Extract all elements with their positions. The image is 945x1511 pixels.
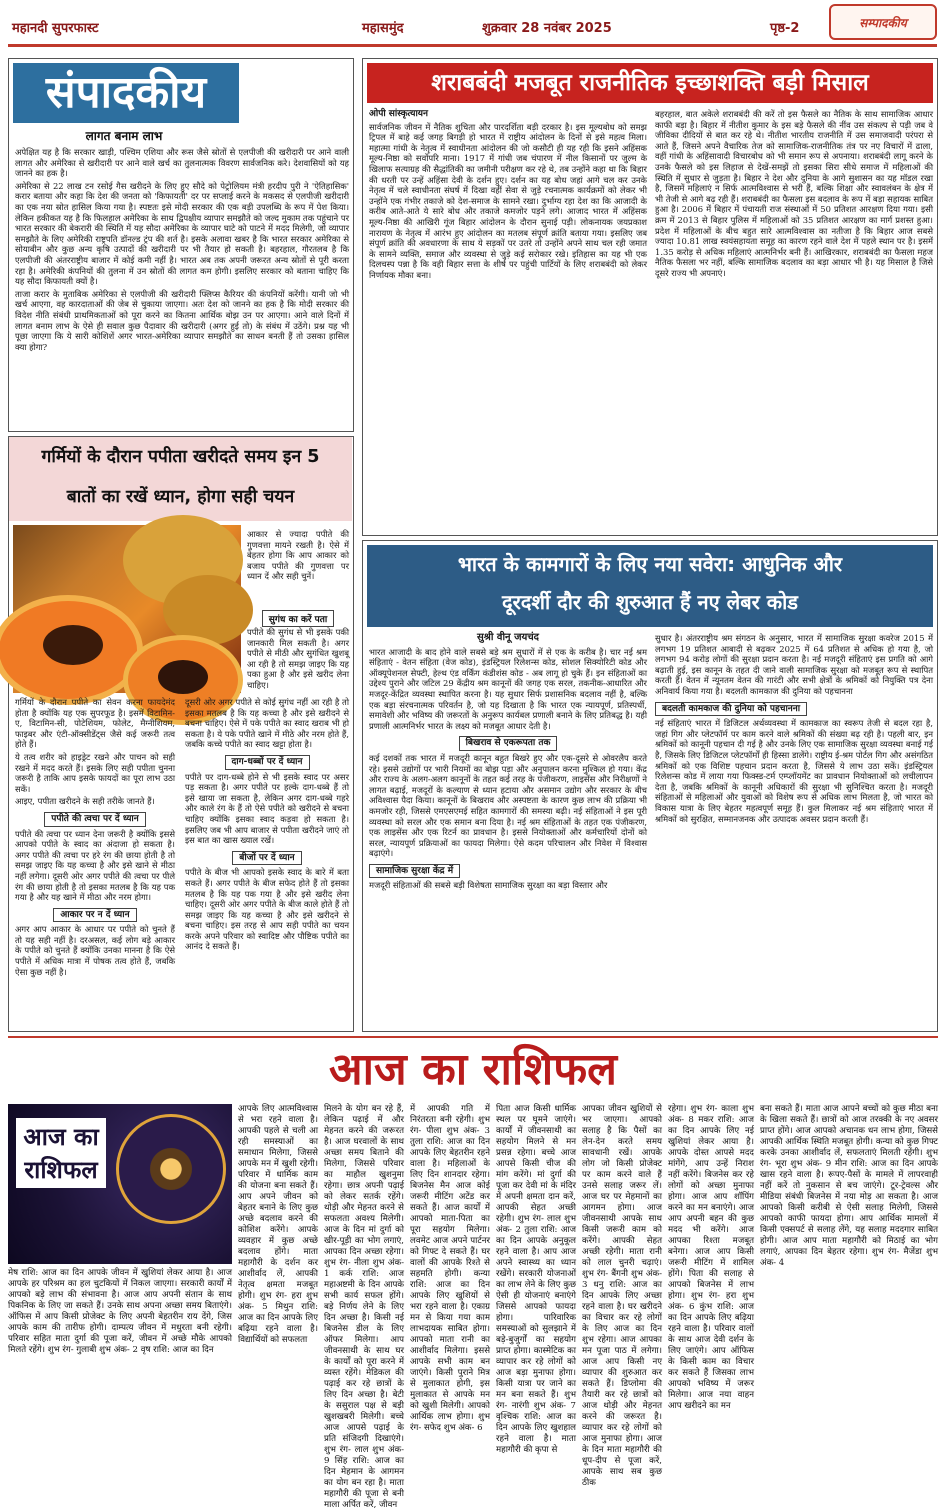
horoscope-column: आपके लिए आत्मविश्वास से भरा रहने वाला है। आपकी पहले से चली आ रही समस्याओं का समाधान मिलेगा, जिससे आपके मन में खुशी रहेगी। परिवार में धार्मिक काम की योजना बना सकते हैं। आप अपने जीवन को बेहतर बनाने के लिए कुछ अच्छे बदलाव करने की कोशिश करेंगे। आपके व्यवहार में कुछ अच्छे बदलाव होंगे। माता महागौरी के दर्शन कर आशीर्वाद लें, आपकी नेतृत्व क्षमता मजबूत होगी। शुभ रंग- हरा शुभ अंक- 5 मिथुन राशि: आज का दिन आपके लिए बढ़िया रहने वाला है। विद्यार्थियों को सफलता	[238, 1104, 318, 1345]
papaya-sub4-text: पपीते पर दाग-धब्बे होने से भी इसके स्वाद पर असर पड़ सकता है। अगर पपीते पर हल्के दाग-धब्बे हैं तो इसे खाया जा सकता है, लेकिन अगर दाग-धब्बे गहरे और काले रंग के हैं तो ऐसे पपीते को खरीदने से बचना चाहिए क्योंकि इसका स्वाद कड़वा हो सकता है। इसलिए जब भी आप बाजार से पपीता खरीदने जाएं तो इस बात का खास ख्याल रखें।	[185, 771, 349, 846]
logo-text: सम्पादकीय	[859, 15, 907, 30]
labour-subheading: सामाजिक सुरक्षा केंद्र में	[369, 864, 460, 879]
horoscope-column: पिता आज किसी धार्मिक स्थल पर घूमने जाएंगे। कार्यों में जीवनसाथी का सहयोग मिलने से मन प्रसन्न रहेगा। बच्चे आज आपसे किसी चीज की मांग करेंगे। मां दुर्गा की पूजा कर देवी मां के मंदिर में अपनी क्षमता दान करें, आपकी सेहत अच्छी रहेगी। शुभ रंग- लाल शुभ अंक- 2 तुला राशि: आज का दिन आपके अनुकूल रहने वाला है। आप आज अपने स्वास्थ्य का ध्यान रखेंगे। सरकारी योजनाओं का लाभ लेने के लिए कुछ ऐसी ही योजनाएं बनाएंगे जिससे आपको फायदा होगा। पारिवारिक समस्याओं को सुलझाने में बड़े-बुजुर्गों का सहयोग प्राप्त होगा। कास्मेटिक का व्यापार कर रहे लोगों को आज बड़ा मुनाफा होगा। किसी यात्रा पर जाने का मन बना सकते हैं। शुभ रंग- नारंगी शुभ अंक- 7 वृश्चिक राशि: आज का दिन आपके लिए खुशहाल रहने वाला है। माता महागौरी की कृपा से	[496, 1104, 576, 1455]
prohibition-col1-text: सार्वजनिक जीवन में नैतिक शुचिता और पारदर्शिता बड़ी दरकार है। इस मूल्यबोध को समझ ट्रिपल में बाहे कई जगह बिगड़ी हो भारत में राष्ट्रीय आंदोलन के दिनों से इसे महत्व मिला। महात्मा गांधी के नेतृत्व में स्वाधीनता आंदोलन की जो कसौटी ही यह रही कि इसने अहिंसक मूल्य-निष्ठा को सर्वोपरि माना। 1917 में गांधी जब चंपारण में नील किसानों पर जुल्म के खिलाफ सत्याग्रह की सैद्धांतिकी का जमीनी परीक्षण कर रहे थे, तब उन्होंने कहा था कि बिहार की धरती पर उन्हें अहिंसा देवी के दर्शन हुए। दर्शन का यह बोध जहां आगे चल कर उनके नेतृत्व में चले स्वाधीनता संघर्ष में दिखा वहीं सेवा से जुड़े रचनात्मक कार्यक्रमों को लेकर भी उन्होंने एक गंभीर तकाजे को देश-समाज के सामने रखा। दुर्भाग्य रहा देश का कि आजादी के करीब आते-आते ये सारे बोध और तकाजे कमजोर पड़ने लगे। आजाद भारत में अहिंसक मूल्य-निष्ठा की आखिरी गूंज बिहार आंदोलन के दौरान सुनाई पड़ी। लोकनायक जयप्रकाश नारायण के नेतृत्व में आरंभ हुए आंदोलन का मतलब संपूर्ण क्रांति बताया गया। इसलिए जब संपूर्ण क्रांति की अवधारणा के साथ ये सड़कों पर उतरे तो उन्होंने अपने साथ चल रही जमात के सामने व्यक्ति, समाज और व्यवस्था से जुड़े कई सरोकार रखे। इतिहास का यह भी एक दिलचस्प पन्ना है कि वही बिहार सत्ता के शीर्ष पर पहुंची पार्टियों के लिए शराबबंदी को लेकर निर्णायक मौका बना।	[369, 121, 647, 280]
editorial-box	[8, 58, 354, 432]
zodiac-wheel-icon	[116, 1114, 226, 1224]
editorial-logo	[829, 4, 937, 40]
labour-heading-line1: भारत के कामगारों के लिए नया सवेरा: आधुनिक और	[457, 552, 843, 576]
prohibition-author: ओपी सांस्कृत्यायन	[369, 109, 428, 119]
horoscope-column: मिलने के योग बन रहे हैं, लेकिन पढ़ाई में और मेहनत करने की जरूरत है। आज घरवालों के साथ अच्छा समय बिताने की मिलेगा, जिससे परिवार का माहौल खुशनुमा रहेगा। छात्र अपनी पढ़ाई को लेकर सतर्क रहेंगे। थोड़ी और मेहनत करने से सफलता अवश्य मिलेगी। आज के दिन मां दुर्गा को खीर-पूड़ी का भोग लगाएं, आपका दिन अच्छा रहेगा। शुभ रंग- नीला शुभ अंक- 1 कर्क राशि: आज महाअष्टमी के दिन आपके सभी कार्य सफल होंगे। बड़े निर्णय लेने के लिए दिन अच्छा है। किसी नई बिजनेस डील के लिए ऑफर मिलेगा। आप जीवनसाथी के साथ घर के कार्यों को पूरा करने में व्यस्त रहेंगे। मेडिकल की पढ़ाई कर रहे छात्रों के लिए दिन अच्छा है। बेटी के ससुराल पक्ष से बड़ी खुशखबरी मिलेगी। बच्चे आज आपसे पढ़ाई के प्रति संजिदगी दिखाएंगे। शुभ रंग- लाल शुभ अंक- 9 सिंह राशि: आज का दिन मेहमान के आगमन का योग बन रहा है। माता महागौरी की पूजा से बनी माला अर्पित करें, जीवन	[324, 1104, 404, 1510]
editorial-body	[15, 147, 349, 354]
labour-col1c-text: मजदूरी संहिताओं की सबसे बड़ी विशेषता सामाजिक सुरक्षा का बड़ा विस्तार और	[369, 880, 608, 891]
editorial-paragraph: ताजा करार के मुताबिक अमेरिका से एलपीजी की खरीदारी फ्लिप्स कैरियर की कंपनियों करेंगी। यानी जो भी खर्च आएगा, वह कारदाताओं की जेब से चुकाया जाएगा। अतः देश को जानने का हक है कि मोदी सरकार की विदेश नीति संबंधी प्राथमिकताओं को पूरा करने का कितना आर्थिक बोझ उन पर आएगा। आने वाले दिनों में लागत बनाम लाभ के ऐसे ही सवाल कुछ पैदावार की खरीदारी (अगर हुई तो) के संबंध में उठेंगे। प्रश्न यह भी पूछा जाएगा कि ये सारी कोशिशें अगर भारत-अमेरिका व्यापार समझौते का साधन बनती हैं तो उसका हासिल क्या होगा?	[15, 288, 349, 352]
papaya-photo	[13, 525, 241, 693]
papaya-sub1-wrap	[247, 607, 349, 629]
labour-col1b-text: कई दशकों तक भारत में मजदूरी कानून बहुत बिखरे हुए और एक-दूसरे से ओवरलैप करते रहे। इससे उद्योगों पर भारी नियमों का बोझ पड़ा और अनुपालन करना मुश्किल हो गया। केंद्र और राज्य के अलग-अलग कानूनों के तहत कई तरह के पंजीकरण, लाइसेंस और निरीक्षणों ने लागत बढ़ाई, मजदूरों के कल्याण से ध्यान हटाया और असमान उद्योग और सरकार के बीच अविश्वास पैदा किया। कानूनों के बिखराव और अस्पष्टता के कारण कुछ लाभ की प्रक्रिया भी कमजोर रही, जिससे एमएसएमई सहित कामगारों की समस्या बढ़ी। नई संहिताओं ने इस पूरी व्यवस्था को सरल और एक समान बना दिया है। नई श्रम संहिताओं के तहत एक पंजीकरण, एक लाइसेंस और एक रिटर्न का प्रावधान है। इससे नियोक्ताओं और कर्मचारियों दोनों को सरल, न्यायपूर्ण प्रक्रियाओं का फायदा मिलेगा। ऐसे कदम परिचालन और निवेश में विश्वास बढ़ाएंगे।	[369, 752, 647, 859]
editorial-subheading: लागत बनाम लाभ	[85, 129, 163, 143]
papaya-sub1-text: पपीते की सुगंध से भी इसके पकी जानकारी मिल सकती है। अगर पपीते से मीठी और सुगंधित खुशबू आ रही है तो समझ जाइए कि यह पका हुआ है और इसे खरीद लेना चाहिए।	[247, 627, 349, 690]
paper-name: महानदी सुपरफास्ट	[12, 21, 99, 36]
masthead	[0, 0, 945, 52]
papaya-subheading: आकार पर न दें ध्यान	[53, 908, 136, 923]
papaya-subheading: सुगंध का करें पता	[262, 610, 335, 627]
papaya-heading-line2: बातों का रखें ध्यान, होगा सही चयन	[66, 487, 295, 507]
papaya-intro2: ये तत्व शरीर को हाइड्रेट रखने और पाचन को सही रखने में मदद करते हैं। इसके लिए सही पपीता चुनना जरूरी है ताकि आप इसके फायदों का पूरा लाभ उठा सकें।	[15, 751, 175, 794]
papaya-intro3: आइए, पपीता खरीदने के सही तरीके जानते हैं।	[15, 796, 155, 807]
labour-code-article	[362, 540, 938, 1032]
papaya-left-col	[15, 697, 175, 979]
labour-subheading: बदलती कामकाज की दुनिया को पहचानना	[655, 702, 807, 717]
labour-col-right	[655, 633, 933, 826]
editorial-paragraph: अपेक्षित यह है कि सरकार खाड़ी, पश्चिम एशिया और रूस जैसे स्रोतों से एलपीजी की खरीदारी पर आने वाली लागत और अमेरिका से खरीदारी पर आने वाले खर्च का तुलनात्मक विवरण सार्वजनिक करे। देशवासियों को यह जानने का हक है।	[15, 147, 349, 179]
prohibition-article	[362, 58, 938, 536]
papaya-heading-line1: गर्मियों के दौरान पपीता खरीदते समय इन 5	[41, 447, 320, 467]
prohibition-col-left	[369, 109, 647, 283]
prohibition-col2-text: बहरहाल, बात अकेले शराबबंदी की करें तो इस फैसले का नैतिक के साथ सामाजिक आधार काफी बड़ा है। बिहार में नीतीश कुमार के इस बड़े फैसले की नींव उस संकल्प से पड़ी जब वे जीविका दीदियों से बात कर रहे थे। नीतीश भारतीय राजनीति में उस समाजवादी परंपरा से आते हैं, जिसने अपने वैचारिक तेज को सामाजिक-राजनीतिक तंत्र पर नए विचारों में ढाला, वहीं गांधी के अहिंसावादी विचारबोध को भी समान रूप से अपनाया। शराबबंदी लागू करने के उनके फैसले को इस लिहाज से देखें-समझें तो इसका सिरा सीधे समाज में महिलाओं की स्थिति में सुधार से जुड़ता है। बिहार ने देश और दुनिया के आगे सुशासन का यह मॉडल रखा है, जिसमें महिलाएं न सिर्फ आत्मविश्वास से भरी हैं, बल्कि शिक्षा और स्वावलंबन के क्षेत्र में भी तेजी से आगे बढ़ रही हैं। शराबबंदी का फैसला इस बदलाव के रूप में बड़ा सहायक साबित हुआ है। 2006 में बिहार में पंचायती राज संस्थाओं में 50 प्रतिशत आरक्षण दिया गया। इसी क्रम में 2013 से बिहार पुलिस में महिलाओं को 35 प्रतिशत आरक्षण का मार्ग प्रशस्त हुआ। प्रदेश में महिलाओं के बीच बहुत सारे आत्मविश्वास का नतीजा है कि बिहार आज सबसे ज्यादा 10.81 लाख स्वयंसहायता समूह का कारण रहने वाले देश में पहले स्थान पर है। इसमें 1.35 करोड़ से अधिक महिलाएं आत्मनिर्भर बनी हैं। आखिरकार, शराबबंदी का फैसला महज नैतिक फैसला भर नहीं, बल्कि सामाजिक बदलाव का बड़ा आधार भी है। यह मिसाल है जिसे दूसरे राज्य भी अपनाएं।	[655, 109, 933, 278]
papaya-mid-text: दूसरी ओर अगर पपीते से कोई सुगंध नहीं आ रही है तो इसका मतलब है कि यह कच्चा है और इसे खरीदने से बचना चाहिए। ऐसे में पके पपीते का स्वाद खराब भी हो सकता है। ये पके पपीते खाने में मीठे और नरम होते हैं, जबकि कच्चे पपीते का स्वाद खट्टा होता है।	[185, 697, 349, 750]
city-name: महासमुंद	[362, 21, 404, 36]
section-rule	[8, 1036, 938, 1038]
editorial-heading: संपादकीय	[13, 63, 239, 123]
labour-col2b-text: नई संहिताएं भारत में डिजिटल अर्थव्यवस्था में कामकाज का स्वरूप तेजी से बदल रहा है, जहां गिग और प्लेटफॉर्म पर काम करने वाले श्रमिकों की संख्या बढ़ रही है। पहली बार, इन श्रमिकों को कानूनी पहचान दी गई है और उनके लिए एक सामाजिक सुरक्षा व्यवस्था बनाई गई है, जिसके लिए डिजिटल प्लेटफॉर्मों ही हिस्सा डालेंगे। राष्ट्रीय ई-श्रम पोर्टल गिग और असंगठित श्रमिकों को एक विशिष्ट पहचान प्रदान करता है, जिससे ये लाभ उठा सकें। इंडस्ट्रियल रिलेशन्स कोड में लाया गया फिक्स्ड-टर्म एम्प्लॉयमेंट का प्रावधान नियोक्ताओं को लचीलापन देता है, जबकि श्रमिकों के कानूनी अधिकारों की सुरक्षा भी सुनिश्चित करता है। मजदूरी संहिताओं से महिलाओं और युवाओं को विशेष रूप से अधिक लाभ मिलता है, जो भारत को विकास यात्रा के लिए बेहतर महत्वपूर्ण समूह हैं। कुल मिलाकर नई श्रम संहिताएं भारत में श्रमिकों को सुरक्षित, सम्मानजनक और उत्पादक अवसर प्रदान करती हैं।	[655, 718, 933, 824]
papaya-right-col	[185, 697, 349, 954]
prohibition-heading: शराबबंदी मजबूत राजनीतिक इच्छाशक्ति बड़ी मिसाल	[367, 63, 933, 103]
papaya-subheading: दाग-धब्बों पर दें ध्यान	[225, 755, 310, 770]
page-number: पृष्ठ-2	[770, 21, 800, 36]
papaya-subheading: पपीते की त्वचा पर दें ध्यान	[44, 812, 146, 827]
rashifal-heading: आज का राशिफल	[329, 1044, 617, 1095]
papaya-intro: गर्मियों के दौरान पपीते का सेवन करना फायदेमंद होता है क्योंकि यह एक सुपरफूड है। इसमें विटामिन-ए, विटामिन-सी, पोटेशियम, फोलेट, मैग्नीशियम, फाइबर और एंटी-ऑक्सीडेंट्स जैसे कई जरूरी तत्व होते हैं।	[15, 697, 175, 750]
editorial-paragraph: अमेरिका से 22 लाख टन रसोई गैस खरीदने के लिए हुए सौदे को पेट्रोलियम मंत्री हरदीप पुरी ने 'ऐतिहासिक' करार बताया और कहा कि देश की जनता को 'किफायती' दर पर सप्लाई करने के मकसद से एलपीजी खरीदारी का एक नया स्रोत हासिल किया गया है। स्पष्टतः इसे मोदी सरकार की एक बड़ी उपलब्धि के रूप में पेश किया। लेकिन हकीकत यह है कि फिलहाल अमेरिका के साथ द्विपक्षीय व्यापार समझौते को जल्द मुकाम तक पहुंचाने पर भारत सरकार की बेकरारी की स्थिति में यह सौदा अमेरिका के व्यापार घाटे को पाटने में मदद मिलेगी, जो व्यापार समझौते के लिए अमेरिकी राष्ट्रपति डॉनल्ड ट्रंप की शर्त है। इसके अलावा खबर है कि भारत सरकार अमेरिका से सोयाबीन और कुछ अन्य कृषि उत्पादों की खरीदारी पर भी तैयार हो सकती है। बहरहाल, गौरतलब है कि एलपीजी की अंतरराष्ट्रीय बाजार में कोई कमी नहीं है। भारत अब तक अपनी जरूरत अन्य स्रोतों से पूरी करता रहा है। अमेरिकी कंपनियों की तुलना में उन स्रोतों की लागत कम होगी। इसलिए सरकार को बताना चाहिए कि यह सौदा किफायती क्यों है।	[15, 180, 349, 287]
labour-code-heading	[367, 545, 933, 627]
labour-heading-line2: दूरदर्शी दौर की शुरुआत हैं नए लेबर कोड	[501, 590, 799, 614]
labour-col2-text: सुधार है। अंतरराष्ट्रीय श्रम संगठन के अनुसार, भारत में सामाजिक सुरक्षा कवरेज 2015 में लगभग 19 प्रतिशत आबादी से बढ़कर 2025 में 64 प्रतिशत से अधिक हो गया है, जो लगभग 94 करोड़ लोगों की सुरक्षा प्रदान करता है। नई मजदूरी संहिताएं इस प्रगति को आगे बढ़ाती हुई, इस कानून के तहत दी जाने वाली सामाजिक सुरक्षा को मजबूत रूप से स्थापित करती हैं। वेतन में न्यूनतम वेतन की गारंटी और सभी क्षेत्रों के श्रमिकों को नियुक्ति पत्र देना अनिवार्य किया गया है। बदलती कामकाज की दुनिया को पहचानना	[655, 633, 933, 696]
papaya-side-intro: आकार से ज्यादा पपीते की गुणवत्ता मायने रखती है। ऐसे में बेहतर होगा कि आप आकार को बजाय पपीते की गुणवत्ता पर ध्यान दें और सही चुनें।	[247, 529, 349, 582]
horoscope-column: में आपकी गति में निरंतरता बनी रहेगी। शुभ रंग- पीला शुभ अंक- 3 तुला राशि: आज का दिन आपके लिए बेहतरीन रहने वाला है। महिलाओं के लिए दिन शानदार रहेगा। बिजनेस मैन आज कोई जरूरी मीटिंग अटेंड कर सकते हैं। आज कार्यों में आपको माता-पिता का पूरा सहयोग मिलेगा। लवमेट आज अपने पार्टनर को गिफ्ट दे सकते हैं। घर वालों की आपके रिश्ते से सहमति होगी। कन्या राशि: आज का दिन आपके लिए खुशियों से भरा रहने वाला है। एकाग्र मन से किया गया काम लाभदायक साबित होगा। आपको माता रानी का आशीर्वाद मिलेगा। इससे आपके सभी काम बन जाएंगे। किसी पुराने मित्र से मुलाकात होगी, इस मुलाकात से आपके मन को खुशी मिलेगी। आपको आर्थिक लाभ होगा। शुभ रंग- सफेद शुभ अंक- 6	[410, 1104, 490, 1433]
horoscope-column: रहेगा। शुभ रंग- काला शुभ अंक- 8 मकर राशि: आज का दिन आपके लिए नई खुशियां लेकर आया है। आपके दोस्त आपसे मदद मांगेंगे, आप उन्हें निराश नहीं करेंगे। बिजनेस कर रहे लोगों को अच्छा मुनाफा होगा। आज आप शॉपिंग करने का मन बनाएंगे। आज आप अपनी बहन की कुछ मदद भी करेंगे। आज आपका रिश्ता मजबूत बनेगा। आज आप किसी जरूरी मीटिंग में शामिल होंगे। पिता की सलाह से आपको बिजनेस में लाभ होगा। शुभ रंग- हरा शुभ अंक- 6 कुंभ राशि: आज का दिन आपके लिए बढ़िया रहने वाला है। परिवार वालों के साथ आज देवी दर्शन के लिए जाएंगे। आप ऑफिस के किसी काम का विचार कर सकते हैं जिसका लाभ आपको भविष्य में जरूर मिलेगा। आज नया वाहन आप खरीदने का मन	[668, 1104, 754, 1411]
papaya-sub5-text: पपीते के बीज भी आपको इसके स्वाद के बारे में बता सकते हैं। अगर पपीते के बीज सफेद होते हैं तो इसका मतलब है कि यह पक गया है और इसे खरीद लेना चाहिए। दूसरी ओर अगर पपीते के बीज काले होते हैं तो समझ जाइए कि यह कच्चा है और इसे खरीदने से बचना चाहिए। इस तरह से आप सही पपीते का चयन करके अपने परिवार को स्वादिष्ट और पौष्टिक पपीते का आनंद दे सकते हैं।	[185, 867, 349, 952]
labour-col-left	[369, 633, 647, 893]
labour-subheading: बिखराव से एकरूपता तक	[459, 736, 558, 751]
horoscope-column: आपका जीवन खुशियों से भर जाएगा। आपको सलाह है कि पैसों का लेन-देन करते समय सावधानी रखें। आपके लोग जो किसी प्रोजेक्ट पर काम करने वाले हैं उनसे सलाह जरूर लें। आज घर पर मेहमानों का आगमन होगा। आज जीवनसाथी आपके साथ किसी जरूरी काम को करेंगे। आपकी सेहत अच्छी रहेगी। माता रानी को लाल चुनरी चढ़ाएं। शुभ रंग- बैंगनी शुभ अंक- 3 धनु राशि: आज का दिन आपके लिए अच्छा रहने वाला है। घर खरीदने का विचार कर रहे लोगों के लिए आज का दिन शुभ रहेगा। आज आपका मन पूजा पाठ में लगेगा। आज आप किसी नए व्यापार की शुरुआत कर सकते हैं। डिप्लोमा की तैयारी कर रहे छात्रों को आज थोड़ी और मेहनत करने की जरूरत है। व्यापार कर रहे लोगों को आज मुनाफा होगा। आज के दिन माता महागौरी की धूप-दीप से पूजा करें, आपके साथ सब कुछ ठीक	[582, 1104, 662, 1488]
masthead-rule	[8, 44, 937, 47]
papaya-sub2-text: पपीते की त्वचा पर ध्यान देना जरूरी है क्योंकि इससे आपको पपीते के स्वाद का अंदाजा हो सकता है। अगर पपीते की त्वचा पर हरे रंग की छाया होती है तो समझ जाइए कि यह कच्चा है और इसे खाने से मीठा नहीं लगेगा। दूसरी ओर अगर पपीते की त्वचा पर पीले रंग की छाया होती है तो इसका मतलब है कि यह पक गया है और यह खाने में मीठा और नरम होगा।	[15, 828, 175, 903]
papaya-sub3-text: अगर आप आकार के आधार पर पपीते को चुनते हैं तो यह सही नहीं है। दरअसल, कई लोग बड़े आकार के पपीते को चुनते हैं क्योंकि उनका मानना है कि ऐसे पपीते में अधिक मात्रा में पोषक तत्व होते हैं, जबकि ऐसा कुछ नहीं है।	[15, 924, 175, 977]
labour-col1-text: भारत आजादी के बाद होने वाले सबसे बड़े श्रम सुधारों में से एक के करीब है। चार नई श्रम संहिताएं - वेतन संहिता (वेज कोड), इंडस्ट्रियल रिलेशन्स कोड, सोशल सिक्योरिटी कोड और ऑक्यूपेशनल सेफ्टी, हेल्थ एंड वर्किंग कंडीशंस कोड - अब लागू हो चुके हैं। इन संहिताओं का उद्देश्य पुराने और जटिल 29 केंद्रीय श्रम कानूनों की जगह एक सरल, तकनीक-आधारित और मजदूर-केंद्रित व्यवस्था स्थापित करना है। यह सुधार सिर्फ प्रशासनिक बदलाव नहीं है, बल्कि एक बड़ा संरचनात्मक परिवर्तन है, जो यह दिखाता है कि भारत एक न्यायपूर्ण, प्रतिस्पर्धी, समावेशी और भविष्य की जरूरतों के अनुरूप कार्यबल प्रणाली बनाने के लिए प्रतिबद्ध है। यही प्रणाली आत्मनिर्भर भारत के लक्ष्य को मजबूत आधार देती है।	[369, 646, 647, 731]
papaya-article	[8, 436, 354, 1032]
rashifal-image	[8, 1104, 232, 1264]
papaya-subheading: बीजों पर दें ध्यान	[232, 851, 301, 866]
papaya-heading	[9, 437, 352, 521]
labour-author: सुश्री वीनू जयचंद	[477, 632, 539, 643]
horoscope-column: मेष राशि: आज का दिन आपके जीवन में खुशियां लेकर आया है। आज आपके हर परिश्रम का हल चुटकियों में निकल जाएगा। सरकारी कार्यों में आपको बड़े लाभ की संभावना है। आज आप अपनी संतान के साथ पिकनिक के लिए जा सकते हैं। उनके साथ अपना अच्छा समय बिताएंगे। ऑफिस में आप किसी प्रोजेक्ट के लिए अपनी बेहतरीन राय देंगे, जिस आपके काम की तारीफ होगी। दाम्पत्य जीवन में मधुरता बनी रहेगी। परिवार सहित माता दुर्गा की पूजा करें, जीवन में अच्छे मौके आपको मिलते रहेंगे। शुभ रंग- गुलाबी शुभ अंक- 2 वृष राशि: आज का दिन	[8, 1268, 232, 1355]
prohibition-col-right	[655, 109, 933, 281]
rashifal-image-title: आज का राशिफल	[16, 1118, 106, 1188]
issue-date: शुक्रवार 28 नवंबर 2025	[482, 21, 612, 36]
horoscope-column: बना सकते हैं। माता आज आपने बच्चों को कुछ मीठा बना के खिला सकते हैं। छात्रों को आज तरक्की के नए अवसर प्राप्त होंगे। आज आपको अचानक धन लाभ होगा, जिससे आपकी आर्थिक स्थिति मजबूत होगी। कन्या को कुछ गिफ्ट करके उनका आशीर्वाद लें, सफलताएं मिलती रहेंगी। शुभ रंग- भूरा शुभ अंक- 9 मीन राशि: आज का दिन आपके खास रहने वाला है। रूपए-पैसों के मामले में लापरवाही नहीं करें तो नुकसान से बच जाएंगे। टूर-ट्रेवल्स और मीडिया संबंधी बिजनेस में नया मोड़ आ सकता है। आज आपको किसी करीबी से ऐसी सलाह मिलेगी, जिससे आपको काफी फायदा होगा। आप आर्थिक मामलों में किसी एक्सपर्ट से सलाह लेंगे, यह सलाह मददगार साबित होगी। आज आप माता महागौरी को मिठाई का भोग लगाएं, आपका दिन बेहतर रहेगा। शुभ रंग- मैजेंडा शुभ अंक- 4	[760, 1104, 938, 1268]
